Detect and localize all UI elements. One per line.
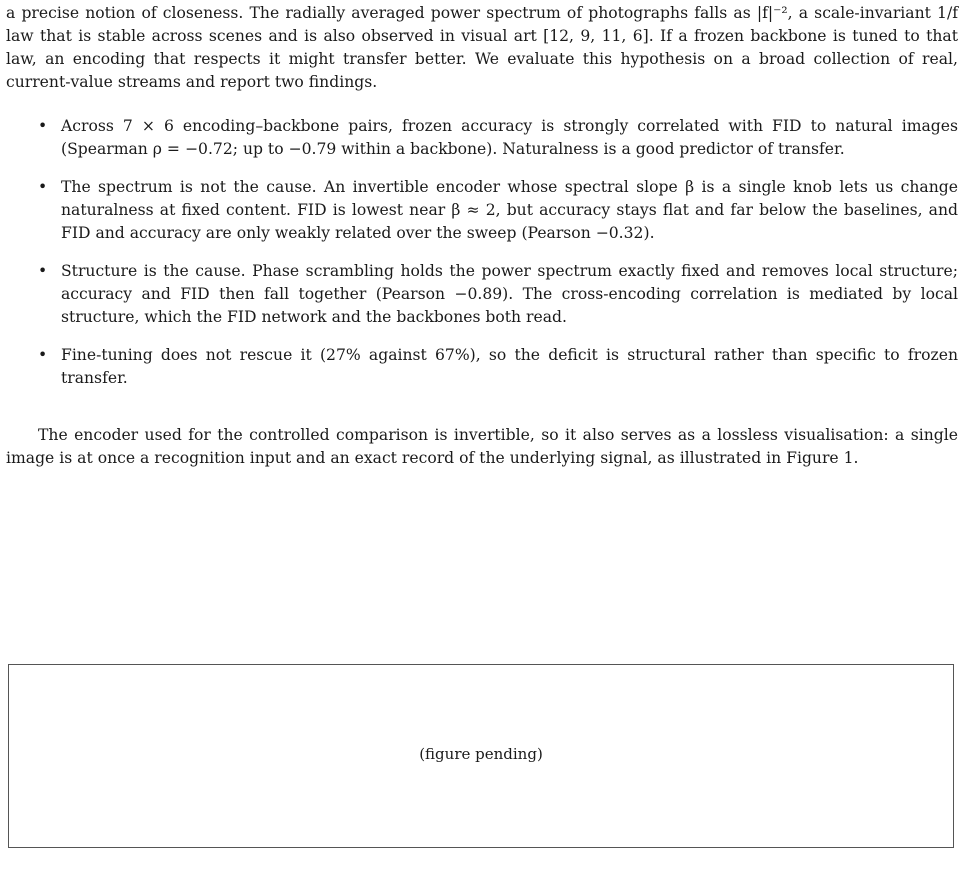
bullet-icon: • xyxy=(38,346,48,364)
finding-text: Structure is the cause. Phase scrambling holds the power spectrum exactly fixed and removes local structure; accuracy and FID then fall together (Pearson −0.89). The cross-encoding correlation is mediated by local structure, which the FID network and the backbones both read. xyxy=(61,262,958,326)
finding-text: The spectrum is not the cause. An invertible encoder whose spectral slope β is a single knob lets us change naturalness at fixed content. FID is lowest near β ≈ 2, but accuracy stays flat and far below the baselines, and FID and accuracy are only weakly related over the sweep (Pearson −0.32). xyxy=(61,178,958,242)
bullet-icon: • xyxy=(38,178,48,196)
finding-text: Fine-tuning does not rescue it (27% against 67%), so the deficit is structural rather than specific to frozen transfer. xyxy=(61,346,958,387)
finding-item xyxy=(6,260,958,329)
paper-page xyxy=(6,0,958,470)
finding-item xyxy=(6,176,958,245)
findings-list xyxy=(6,115,958,390)
figure-placeholder-box xyxy=(8,664,954,848)
finding-item xyxy=(6,115,958,161)
finding-text: Across 7 × 6 encoding–backbone pairs, frozen accuracy is strongly correlated with FID to natural images (Spearman ρ = −0.72; up to −0.79 within a backbone). Naturalness is a good predictor of transfer. xyxy=(61,117,958,158)
intro-paragraph: a precise notion of closeness. The radially averaged power spectrum of photographs falls as |f|⁻², a scale-invariant 1/f law that is stable across scenes and is also observed in visual art [12, 9, 11, 6]. If a frozen backbone is tuned to that law, an encoding that respects it might transfer better. We evaluate this hypothesis on a broad collection of real, current-value streams and report two findings. xyxy=(6,4,958,91)
closing-paragraph: The encoder used for the controlled comparison is invertible, so it also serves as a lossless visualisation: a single image is at once a recognition input and an exact record of the underlying signal, as illustrated in Figure 1. xyxy=(6,426,958,467)
bullet-icon: • xyxy=(38,262,48,280)
finding-item xyxy=(6,344,958,390)
figure-placeholder-text: (figure pending) xyxy=(419,745,543,763)
bullet-icon: • xyxy=(38,117,48,135)
